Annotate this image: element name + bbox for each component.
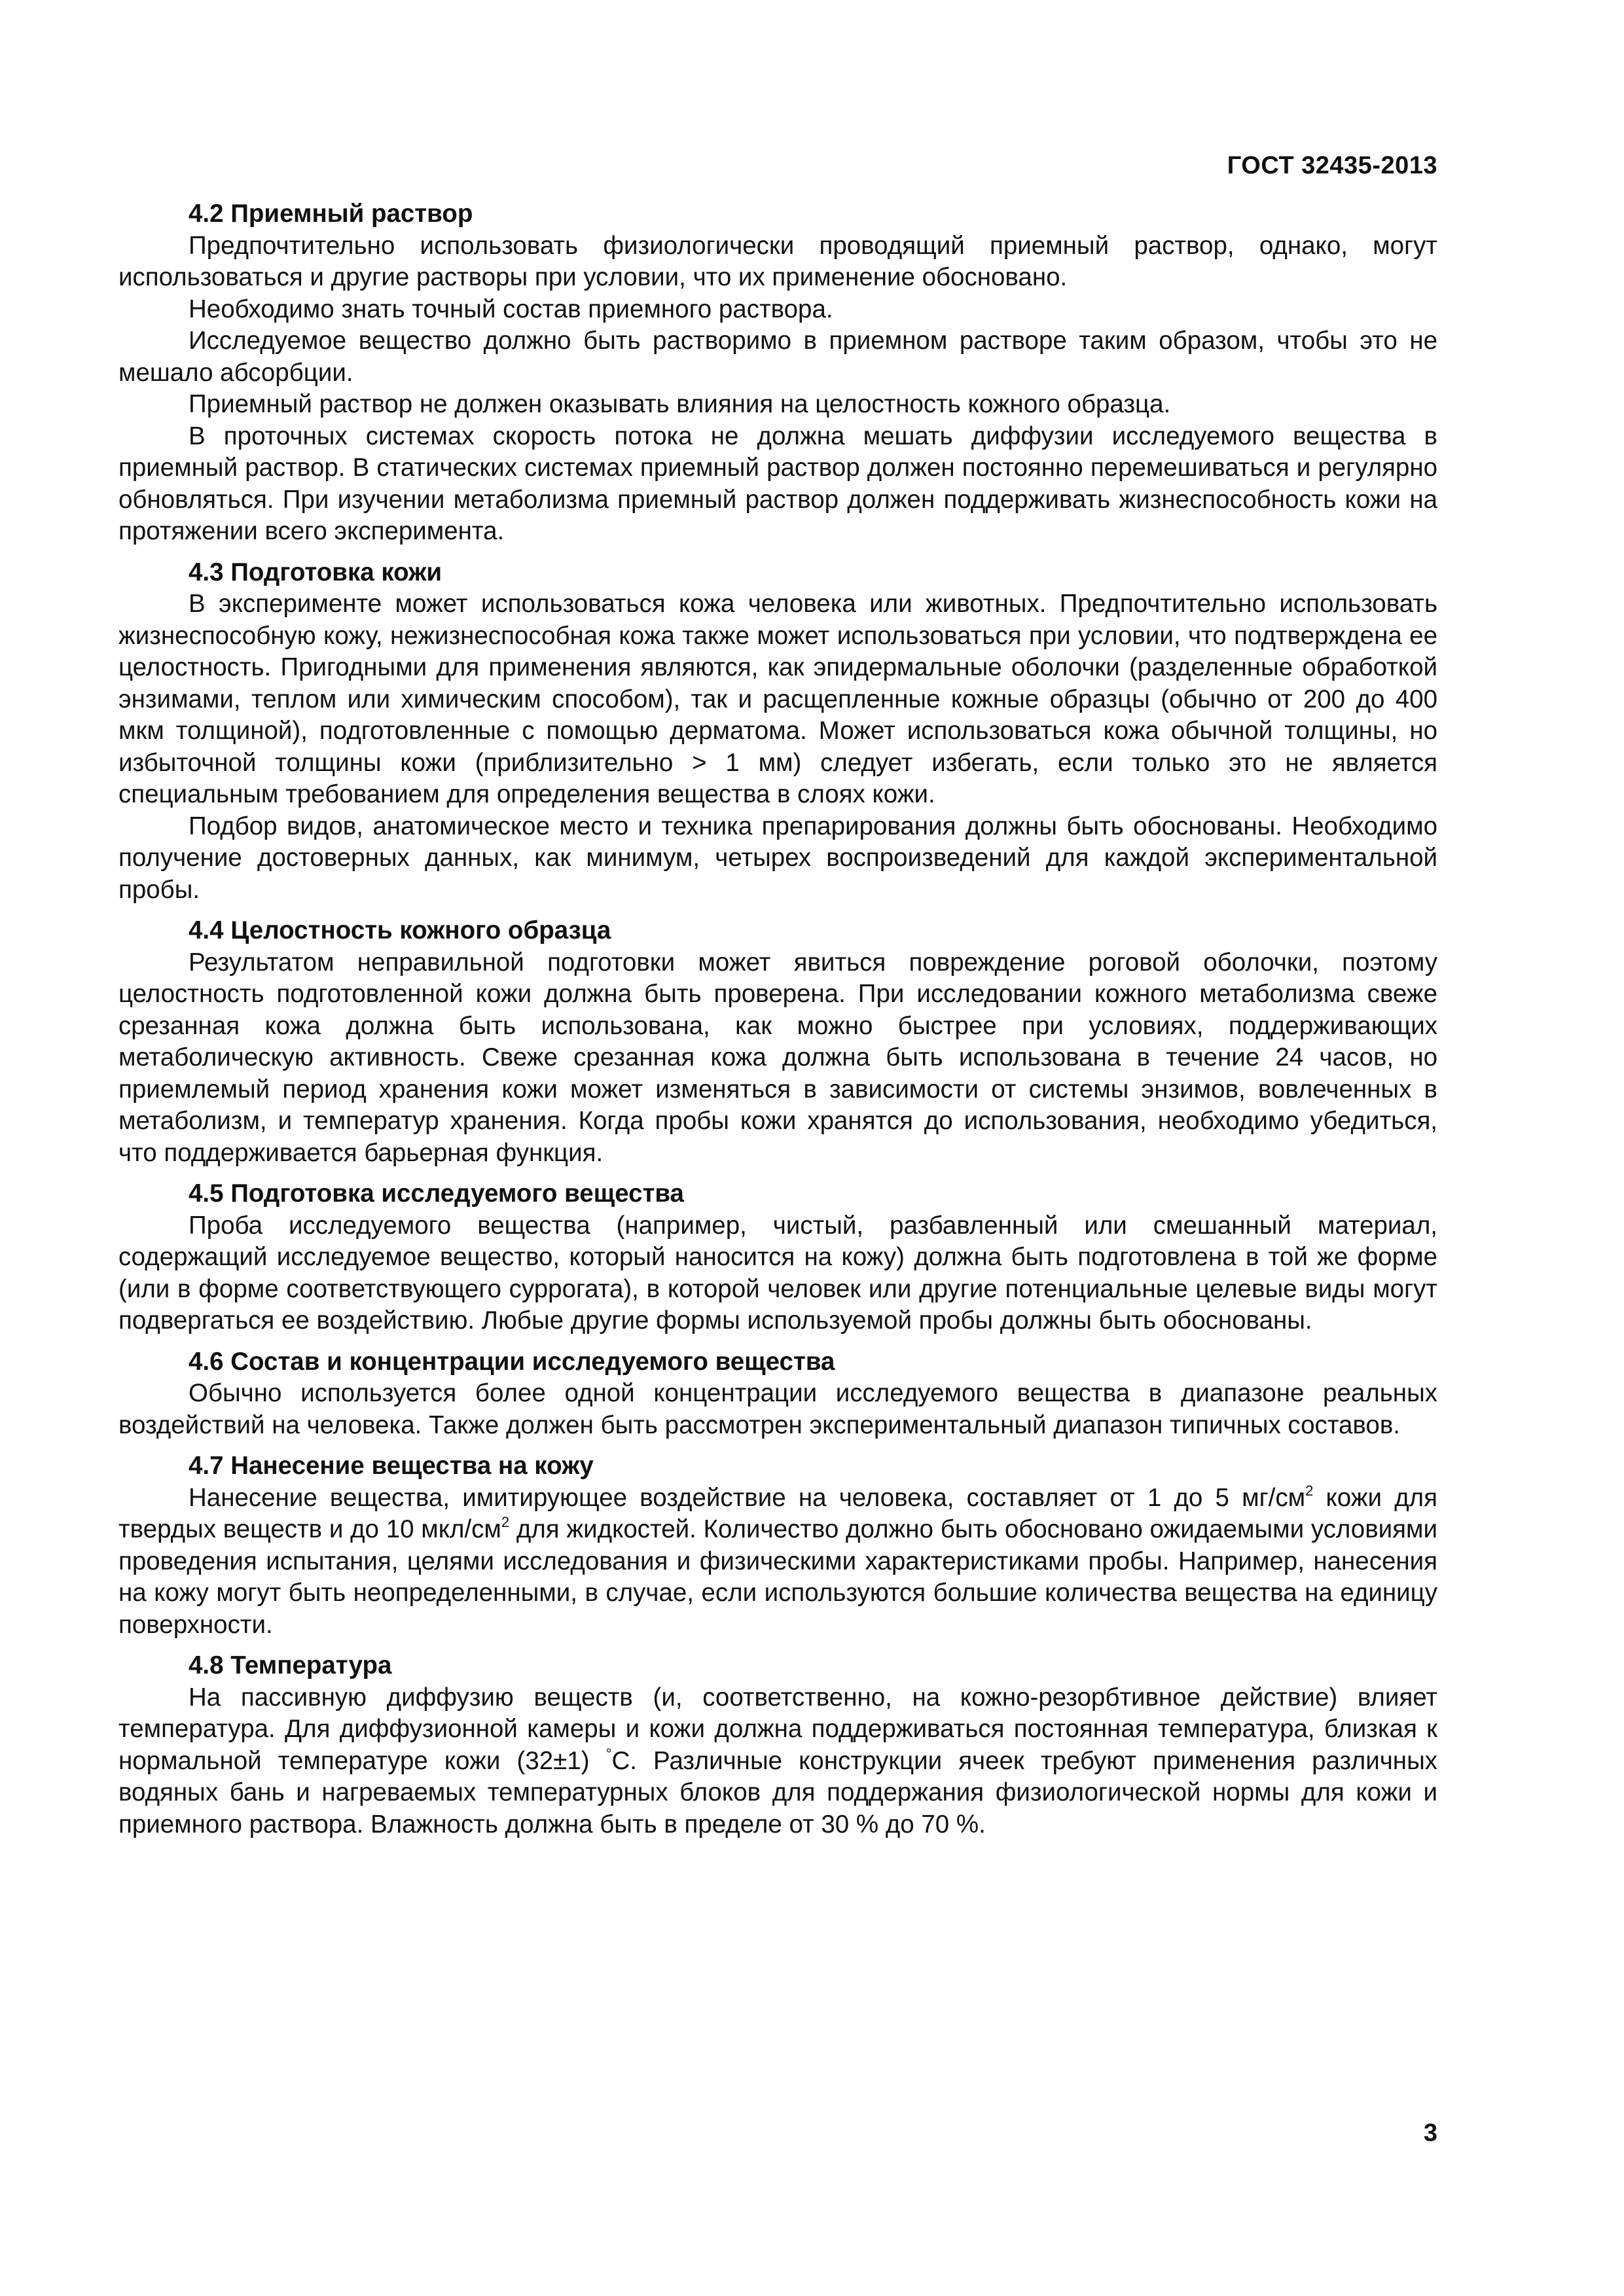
page-number: 3: [1423, 2119, 1437, 2147]
paragraph: В проточных системах скорость потока не должна мешать диффузии исследуемого вещества в приемный раствор. В статических системах приемный раствор должен постоянно перемешиваться и регулярно обновляться. При изучении метаболизма приемный раствор должен поддерживать жизнеспособность кожи на протяжении всего эксперимента.: [118, 422, 1437, 545]
superscript: 2: [501, 1514, 510, 1530]
section-4-2: [118, 198, 1437, 548]
paragraph: Приемный раствор не должен оказывать влияния на целостность кожного образца.: [189, 390, 1171, 418]
paragraph: [118, 1482, 1437, 1641]
text-run: Нанесение вещества, имитирующее воздействие на человека, составляет от 1 до 5 мг/см: [189, 1483, 1306, 1512]
section-title: 4.6 Состав и концентрации исследуемого вещества: [189, 1347, 835, 1376]
paragraph: [118, 1682, 1437, 1841]
section-title: 4.3 Подготовка кожи: [189, 558, 442, 586]
paragraph: Результатом неправильной подготовки может явиться повреждение роговой оболочки, поэтому целостность подготовленной кожи должна быть проверена. При исследовании кожного метаболизма свеже срезанная кожа должна быть использована, как можно быстрее при условиях, поддерживающих метаболическую активность. Свеже срезанная кожа должна быть использована в течение 24 часов, но приемлемый период хранения кожи может изменяться в зависимости от системы энзимов, вовлеченных в метаболизм, и температур хранения. Когда пробы кожи хранятся до использования, необходимо убедиться, что поддерживается барьерная функция.: [118, 948, 1437, 1167]
paragraph: Предпочтительно использовать физиологически проводящий приемный раствор, однако, могут использоваться и другие растворы при условии, что их применение обосновано.: [118, 231, 1437, 291]
paragraph: Подбор видов, анатомическое место и техника препарирования должны быть обоснованы. Необходимо получение достоверных данных, как минимум, четырех воспроизведений для каждой экспериментальной пробы.: [118, 812, 1437, 904]
text-run: кожи для твердых веществ и до 10 мкл/см: [118, 1483, 1437, 1543]
text-run: для жидкостей. Количество должно быть обосновано ожидаемыми условиями проведения испытания, целями исследования и физическими характеристиками пробы. Например, нанесения на кожу могут быть неопределенными, в случае, если используются большие количества вещества на единицу поверхности.: [118, 1515, 1437, 1639]
section-4-8: [118, 1650, 1437, 1840]
paragraph: Необходимо знать точный состав приемного раствора.: [189, 295, 833, 323]
section-title: 4.5 Подготовка исследуемого вещества: [189, 1179, 684, 1208]
paragraph: Проба исследуемого вещества (например, чистый, разбавленный или смешанный материал, содержащий исследуемое вещество, который наносится на кожу) должна быть подготовлена в той же форме (или в форме соответствующего суррогата), в которой человек или другие потенциальные целевые виды могут подвергаться ее воздействию. Любые другие формы используемой пробы должны быть обоснованы.: [118, 1211, 1437, 1335]
paragraph: В эксперименте может использоваться кожа человека или животных. Предпочтительно использовать жизнеспособную кожу, нежизнеспособная кожа также может использоваться при условии, что подтверждена ее целостность. Пригодными для применения являются, как эпидермальные оболочки (разделенные обработкой энзимами, теплом или химическим способом), так и расщепленные кожные образцы (обычно от 200 до 400 мкм толщиной), подготовленные с помощью дерматома. Может использоваться кожа обычной толщины, но избыточной толщины кожи (приблизительно > 1 мм) следует избегать, если только это не является специальным требованием для определения вещества в слоях кожи.: [118, 590, 1437, 808]
document-body: [118, 198, 1437, 1850]
section-4-6: [118, 1346, 1437, 1442]
superscript: 2: [1305, 1482, 1314, 1499]
section-4-4: [118, 915, 1437, 1169]
section-4-7: [118, 1450, 1437, 1641]
section-title: 4.7 Нанесение вещества на кожу: [189, 1452, 594, 1480]
degree-sign: °: [605, 1745, 612, 1762]
section-title: 4.4 Целостность кожного образца: [189, 916, 611, 944]
section-title: 4.8 Температура: [189, 1651, 392, 1679]
text-run: На пассивную диффузию веществ (и, соответственно, на кожно-резорбтивное действие) влияет температура. Для диффузионной камеры и кожи должна поддерживаться постоянная температура, близкая к нормальной температуре кожи (32±1): [118, 1683, 1437, 1775]
paragraph: Исследуемое вещество должно быть растворимо в приемном растворе таким образом, чтобы это не мешало абсорбции.: [118, 327, 1437, 387]
section-4-5: [118, 1178, 1437, 1337]
section-4-3: [118, 557, 1437, 906]
document-id: ГОСТ 32435-2013: [1227, 152, 1437, 179]
paragraph: Обычно используется более одной концентрации исследуемого вещества в диапазоне реальных воздействий на человека. Также должен быть рассмотрен экспериментальный диапазон типичных составов.: [118, 1379, 1437, 1439]
text-run: С. Различные конструкции ячеек требуют применения различных водяных бань и нагреваемых температурных блоков для поддержания физиологической нормы для кожи и приемного раствора. Влажность должна быть в пределе от 30 % до 70 %.: [118, 1746, 1437, 1839]
section-title: 4.2 Приемный раствор: [189, 200, 473, 228]
